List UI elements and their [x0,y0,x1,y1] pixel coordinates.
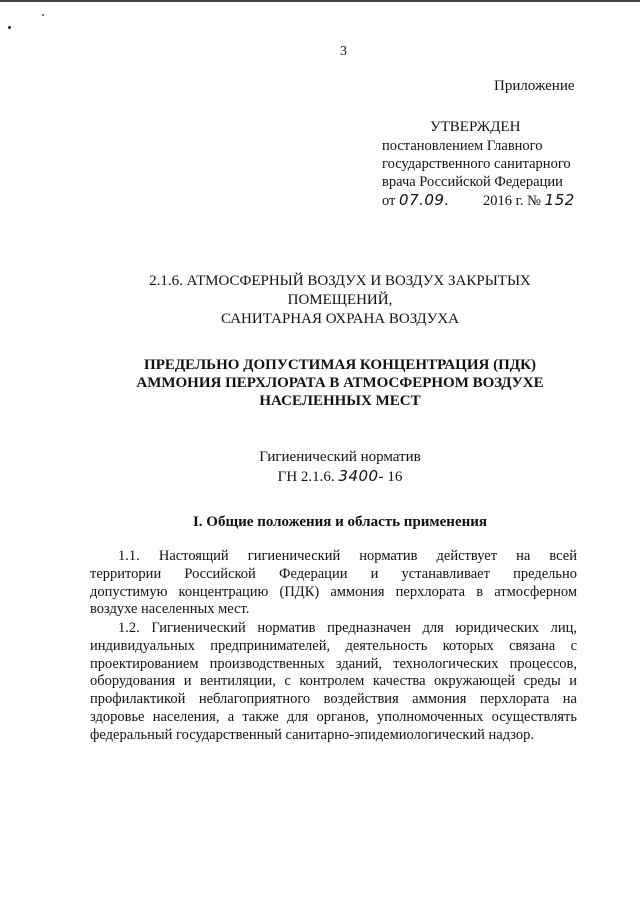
date-prefix: от [382,193,396,209]
paragraph-line: здоровье населения, а также для органов, уполномоченных осуществлять [90,708,577,725]
paragraph-line: воздухе населенных мест. [90,601,250,618]
section-heading [60,272,620,329]
approval-block [382,118,612,210]
paragraph-line: оборудования и вентиляции, с контролем качества окружающей среды и [90,673,577,690]
scan-top-edge [0,0,640,2]
approval-line: государственного санитарного [382,156,571,172]
scan-speck [42,14,44,16]
paragraph-line: профилактикой неблагоприятного воздействия аммония перхлората на [90,691,577,708]
title-line: НАСЕЛЕННЫХ МЕСТ [259,393,421,409]
norm-label: Гигиенический норматив [259,449,421,465]
paragraph-line: допустимую концентрацию (ПДК) аммония перхлората в атмосферном [90,583,577,600]
paragraph-1-2 [90,620,577,745]
norm-code-prefix: ГН 2.1.6. [277,469,335,485]
paragraph-1-1 [90,548,577,619]
chapter-heading: I. Общие положения и область применения [192,514,488,530]
paragraph-line: территории Российской Федерации и устанавливает предельно [90,565,577,582]
handwritten-number: 152 [544,191,575,209]
paragraph-line: 1.2. Гигиенический норматив предназначен для юридических лиц, [118,620,577,636]
handwritten-date: 07.09. [399,191,450,209]
paragraph-line: индивидуальных предпринимателей, деятельность которых связана с [90,637,577,654]
title-line: ПРЕДЕЛЬНО ДОПУСТИМАЯ КОНЦЕНТРАЦИЯ (ПДК) [144,357,536,373]
approval-date-line [382,191,612,210]
appendix-label: Приложение [494,78,575,94]
paragraph-line: 1.1. Настоящий гигиенический норматив действует на всей [118,548,577,564]
norm-designation [60,448,620,487]
paragraph-line: проектированием производственных зданий, технологических процессов, [90,655,577,672]
section-heading-line: ПОМЕЩЕНИЙ, [287,292,393,308]
norm-code-suffix: - 16 [378,469,403,485]
approval-line: постановлением Главного [382,138,543,154]
paragraph-line: федеральный государственный санитарно-эпидемиологический надзор. [90,726,535,743]
year-number-label: 2016 г. № [483,193,542,209]
approval-title: УТВЕРЖДЕН [430,119,521,135]
section-heading-line: САНИТАРНАЯ ОХРАНА ВОЗДУХА [220,311,460,327]
title-line: АММОНИЯ ПЕРХЛОРАТА В АТМОСФЕРНОМ ВОЗДУХЕ [136,375,544,391]
approval-line: врача Российской Федерации [382,174,563,190]
document-title [60,356,620,410]
scan-speck [8,26,11,29]
norm-code [60,467,620,487]
handwritten-norm-code: 3400 [338,467,379,485]
page-number: 3 [340,44,347,59]
section-heading-line: 2.1.6. АТМОСФЕРНЫЙ ВОЗДУХ И ВОЗДУХ ЗАКРЫТЫХ [149,273,531,289]
